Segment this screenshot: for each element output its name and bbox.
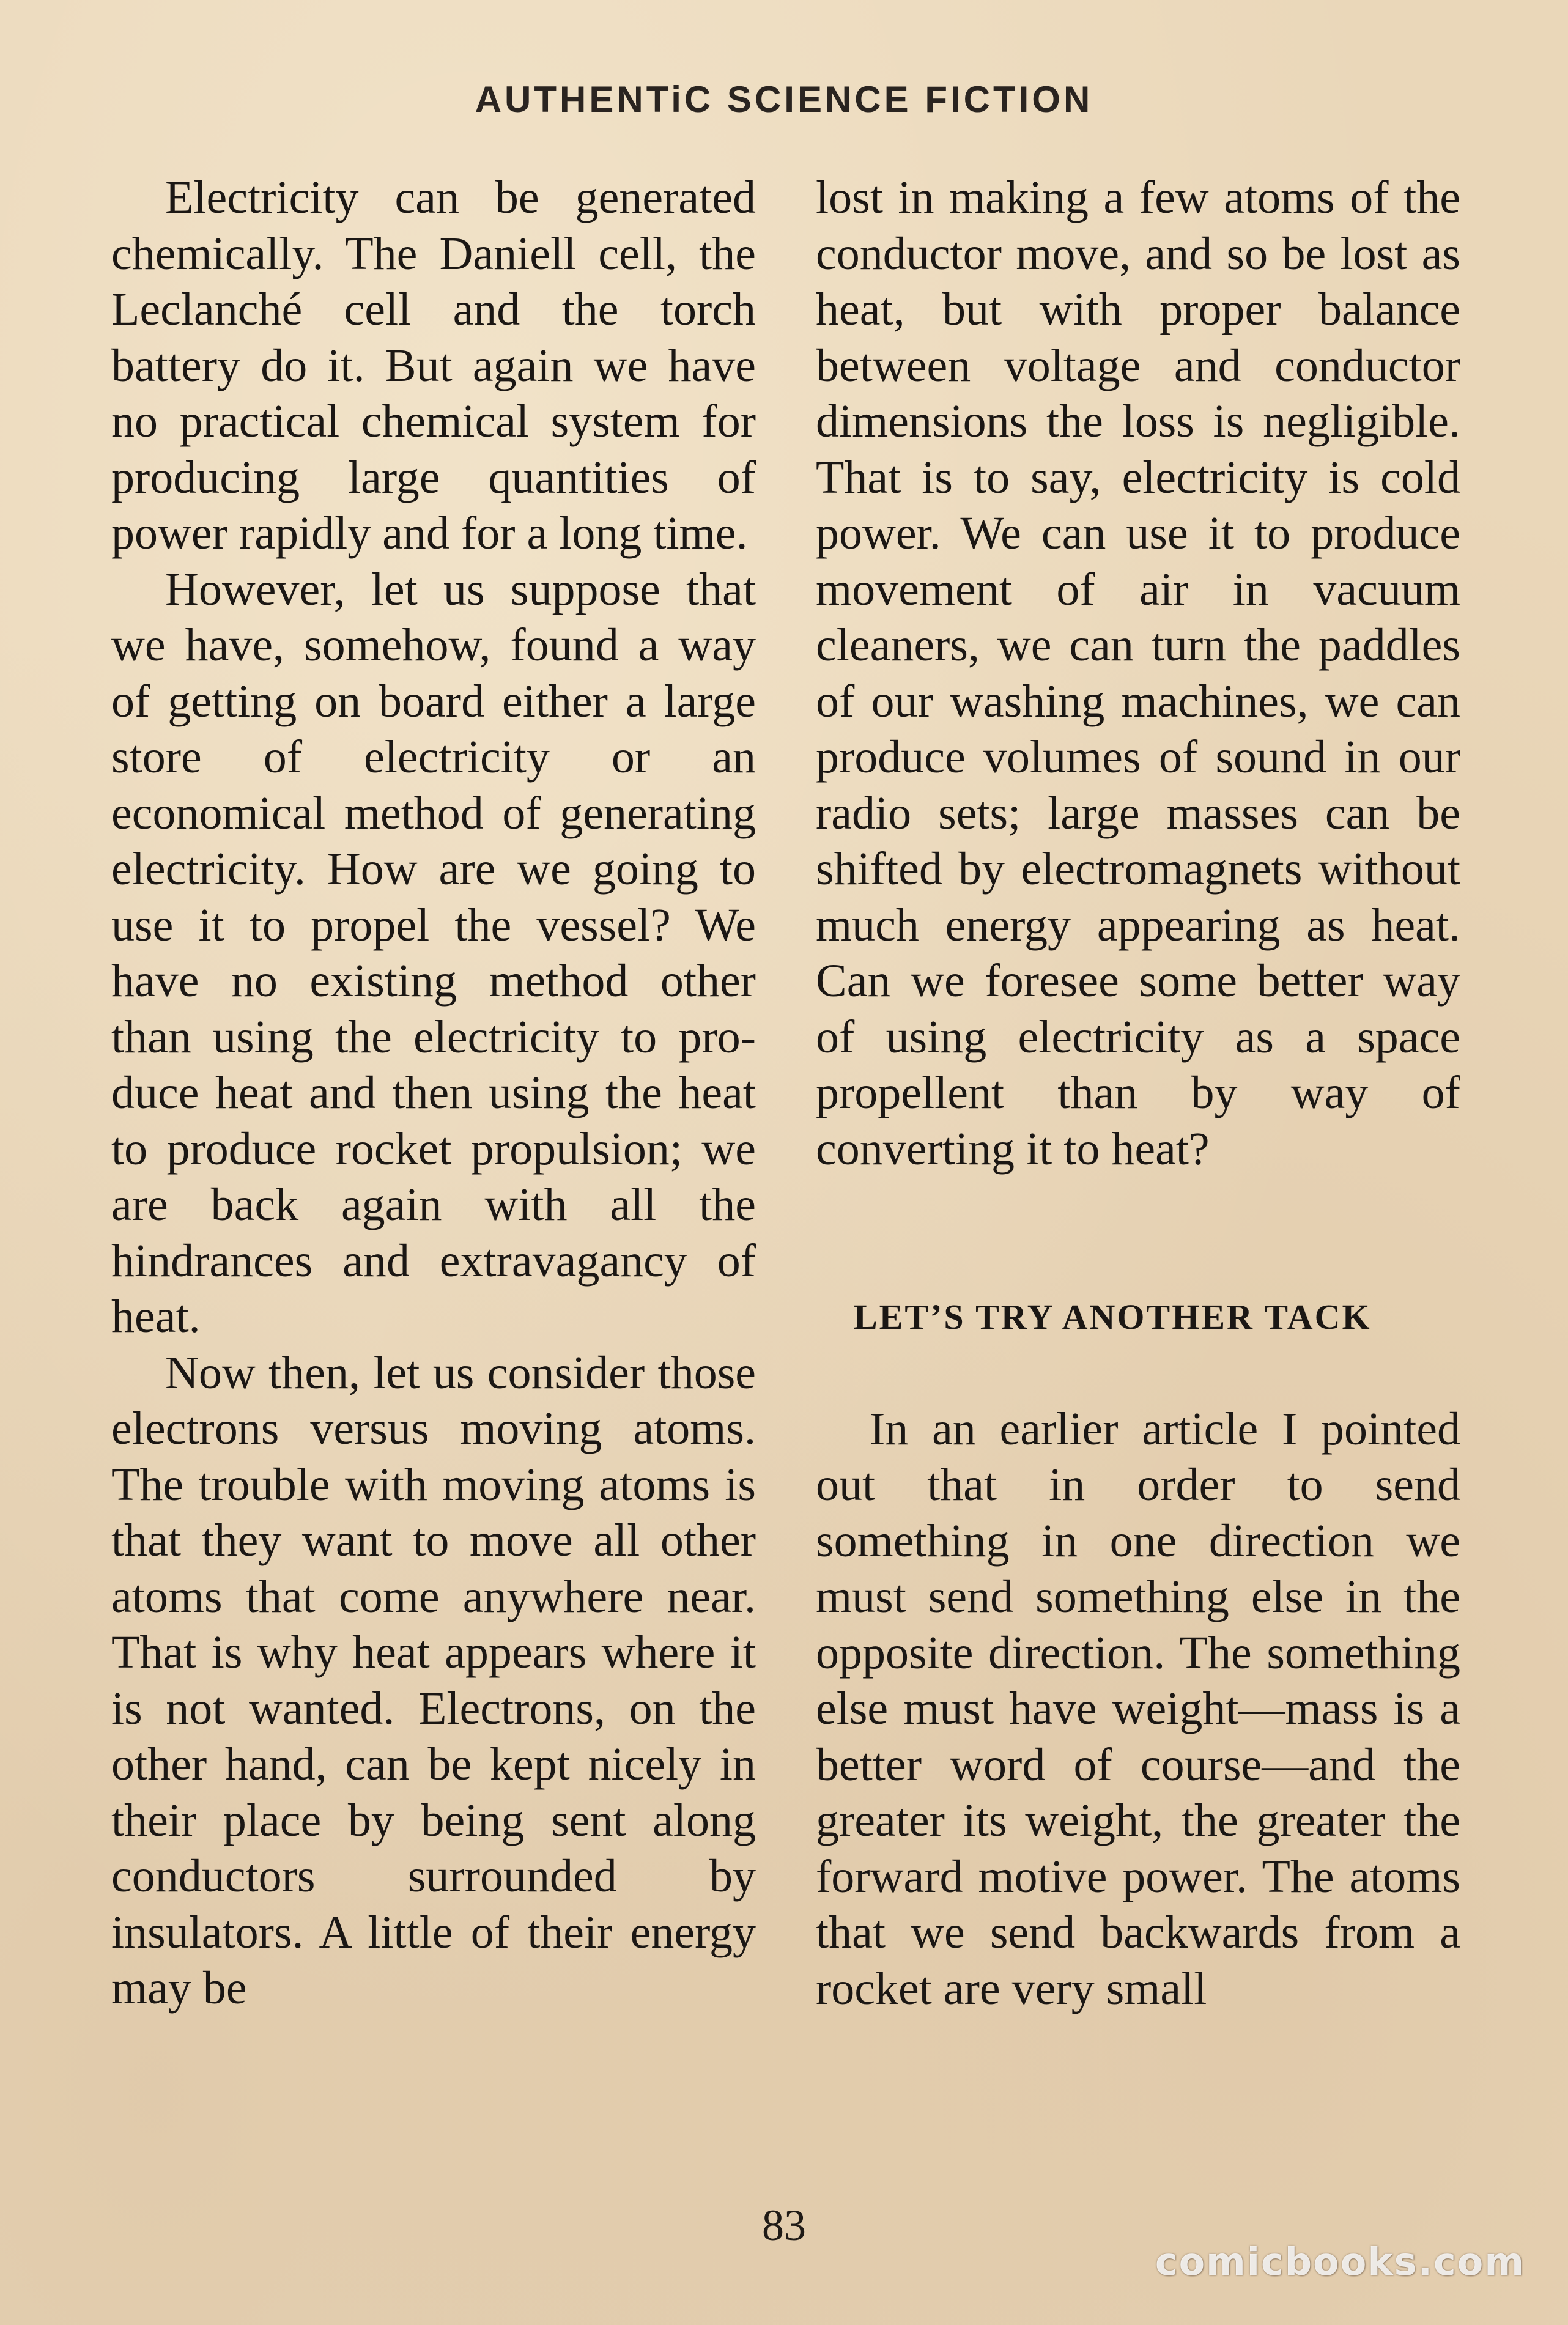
heading-gap: [816, 1345, 1460, 1402]
section-gap: [816, 1177, 1460, 1289]
paragraph-however: However, let us suppose that we have, somehow, found a way of getting on board either a large store of electricity or an economical method of generating electricity. How are we going to use it to propel the vessel? We have no existing method other than using the electricity to produce heat and then using the heat to produce rocket propulsion; we are back again with all the hindrances and extravagancy of heat.: [111, 563, 756, 1342]
paragraph-electricity-chemical: Electricity can be generated chemically. The Daniell cell, the Leclanché cell and the torch battery do it. But again we have no practical chemical system for producing large quantities of power rapidly and for a long time.: [111, 172, 756, 559]
paragraph-now-then: Now then, let us consider those electrons versus moving atoms. The trouble with moving atoms is that they want to move all other atoms that come anywhere near. That is why heat appears where it is not wanted. Electrons, on the other hand, can be kept nicely in their place by being sent along conductors surrounded by insulators. A little of their energy may be: [111, 1347, 756, 2014]
watermark: comicbooks.com: [1155, 2239, 1525, 2284]
page-number: 83: [762, 2201, 806, 2250]
paragraph-earlier-article: In an earlier article I pointed out that in order to send something in one direction we must send something else in the opposite direction. The something else must have weight—mass is a better word of course—and the greater its weight, the greater the forward motive power. The atoms that we send backwards from a rocket are very small: [816, 1403, 1460, 2014]
running-title: AUTHENTiC SCIENCE FICTION: [475, 79, 1093, 120]
right-column: [816, 170, 1460, 2017]
paragraph-continuation: lost in making a few atoms of the conductor move, and so be lost as heat, but with proper balance between voltage and conductor dimensions the loss is negligible. That is to say, electricity is cold power. We can use it to produce movement of air in vacuum cleaners, we can turn the paddles of our washing machines, we can produce volumes of sound in our radio sets; large masses can be shifted by electromagnets without much energy appearing as heat. Can we foresee some better way of using electricity as a space propellent than by way of converting it to heat?: [816, 172, 1460, 1175]
left-column: [111, 170, 756, 2017]
section-heading: LET’S TRY ANOTHER TACK: [854, 1297, 1372, 1337]
